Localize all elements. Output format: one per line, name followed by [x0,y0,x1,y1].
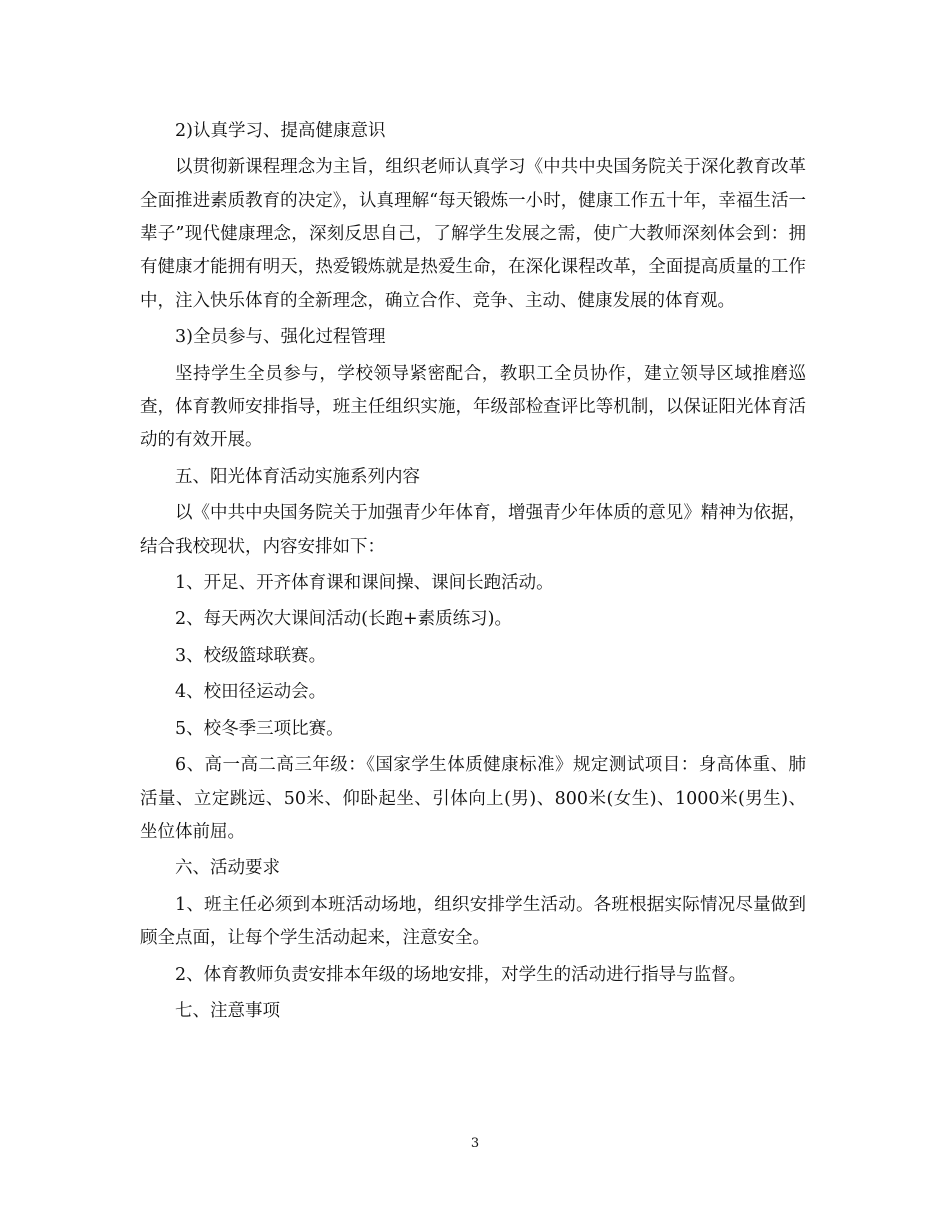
section-heading: 2)认真学习、提高健康意识 [175,121,386,141]
section-heading: 七、注意事项 [175,1001,280,1022]
list-item: 4、校田径运动会。 [175,682,327,703]
list-item: 6、高一高二高三年级：《国家学生体质健康标准》规定测试项目：身高体重、肺活量、立定跳远、50米、仰卧起坐、引体向上(男)、800米(女生)、1000米(男生)、坐位体前屈。 [140,755,806,842]
list-item: 1、开足、开齐体育课和课间操、课间长跑活动。 [175,572,554,593]
paragraph: 以贯彻新课程理念为主旨，组织老师认真学习《中共中央国务院关于深化教育改革全面推进素质教育的决定》，认真理解“每天锻炼一小时，健康工作五十年，幸福生活一辈子”现代健康理念，深刻反思自己，了解学生发展之需，使广大教师深刻体会到：拥有健康才能拥有明天，热爱锻炼就是热爱生命，在深化课程改革，全面提高质量的工作中，注入快乐体育的全新理念，确立合作、竞争、主动、健康发展的体育观。 [140,157,806,311]
list-item: 1、班主任必须到本班活动场地，组织安排学生活动。各班根据实际情况尽量做到顾全点面，让每个学生活动起来，注意安全。 [140,894,806,949]
list-item: 3、校级篮球联赛。 [175,645,327,666]
list-item: 5、校冬季三项比赛。 [175,718,344,739]
list-item: 2、每天两次大课间活动(长跑+素质练习)。 [175,609,512,630]
paragraph: 坚持学生全员参与，学校领导紧密配合，教职工全员协作，建立领导区域推磨巡查，体育教师安排指导，班主任组织实施，年级部检查评比等机制，以保证阳光体育活动的有效开展。 [140,363,806,451]
list-item: 2、体育教师负责安排本年级的场地安排，对学生的活动进行指导与监督。 [175,964,747,985]
document-body [140,115,806,1029]
section-heading: 六、活动要求 [175,858,280,879]
paragraph: 以《中共中央国务院关于加强青少年体育，增强青少年体质的意见》精神为依据，结合我校现状，内容安排如下： [140,503,806,557]
section-heading: 五、阳光体育活动实施系列内容 [175,466,420,487]
section-heading: 3)全员参与、强化过程管理 [175,327,386,348]
page-number: 3 [470,1136,480,1151]
